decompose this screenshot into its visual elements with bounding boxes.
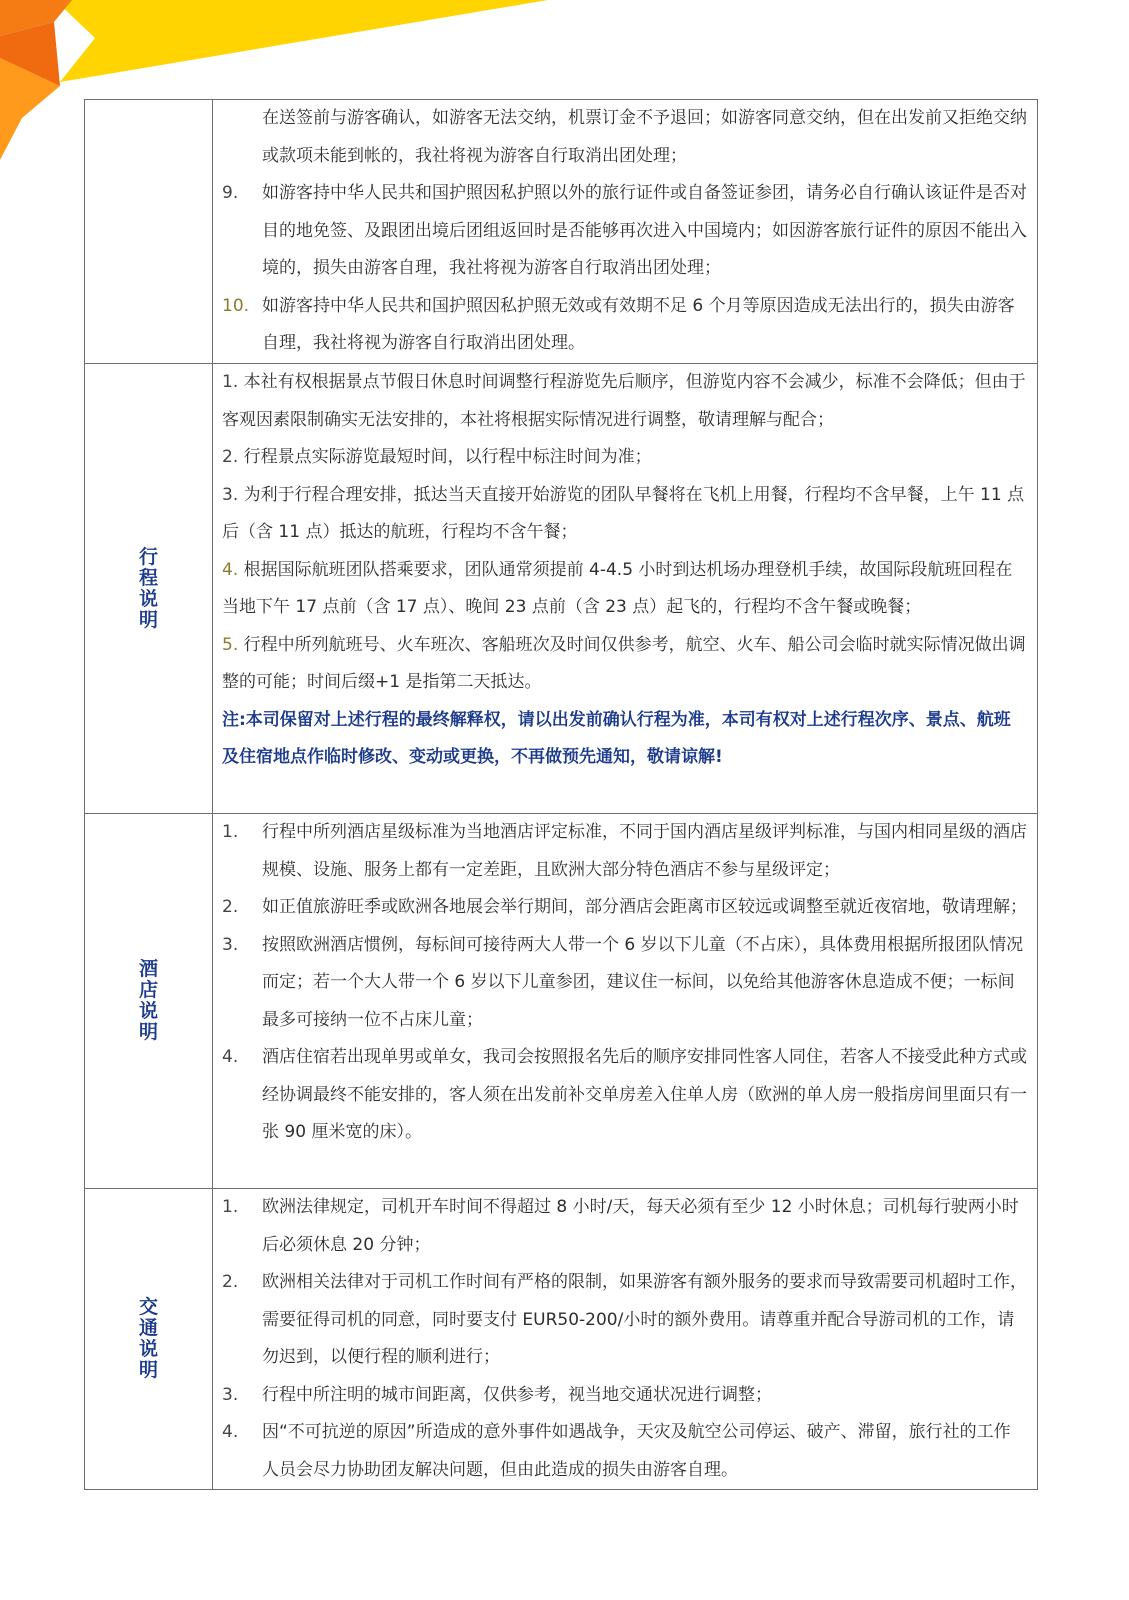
item-number: 10. [222, 295, 250, 316]
item-number: 4. [222, 1047, 239, 1067]
item-text: 在送签前与游客确认，如游客无法交纳，机票订金不予退回；如游客同意交纳，但在出发前又拒绝交纳或款项未能到帐的，我社将视为游客自行取消出团处理； [262, 108, 1027, 166]
item-number: 9. [222, 183, 239, 203]
item-number: 2. [222, 897, 239, 917]
item-number: 4. [222, 1422, 239, 1442]
section-label: 酒店说明 [138, 958, 158, 1043]
section-continued [85, 100, 1038, 364]
section-itinerary [85, 364, 1038, 814]
item-number: 4. [222, 559, 239, 580]
item-number: 1. [222, 822, 239, 842]
item-text: 酒店住宿若出现单男或单女，我司会按照报名先后的顺序安排同性客人同住，若客人不接受此种方式或经协调最终不能安排的，客人须在出发前补交单房差入住单人房（欧洲的单人房一般指房间里面只有一张 90 厘米宽的床）。 [262, 1047, 1027, 1142]
list-item [222, 288, 1027, 363]
item-text: 如正值旅游旺季或欧洲各地展会举行期间，部分酒店会距离市区较远或调整至就近夜宿地，敬请理解； [262, 897, 1027, 917]
section-content [213, 364, 1038, 814]
section-content [213, 100, 1038, 364]
section-content [213, 814, 1038, 1189]
list-item [222, 627, 1027, 702]
item-number: 2. [222, 447, 239, 467]
item-text: 行程中所列航班号、火车班次、客船班次及时间仅供参考，航空、火车、船公司会临时就实际情况做出调整的可能；时间后缀+1 是指第二天抵达。 [222, 634, 1026, 692]
yellow-stripe [55, 0, 548, 82]
item-text: 如游客持中华人民共和国护照因私护照以外的旅行证件或自备签证参团，请务必自行确认该证件是否对目的地免签、及跟团出境后团组返回时是否能够再次进入中国境内；如因游客旅行证件的原因不能出入境的，损失由游客自理，我社将视为游客自行取消出团处理； [262, 183, 1027, 278]
list-item [222, 1377, 1027, 1415]
list-item [222, 1264, 1027, 1377]
itinerary-note: 注:本司保留对上述行程的最终解释权，请以出发前确认行程为准，本司有权对上述行程次序、景点、航班及住宿地点作临时修改、变动或更换，不再做预先通知，敬请谅解! [222, 709, 1011, 767]
section-label-cell [85, 100, 213, 364]
list-item [222, 552, 1027, 627]
item-text: 行程中所列酒店星级标准为当地酒店评定标准，不同于国内酒店星级评判标准，与国内相同星级的酒店规模、设施、服务上都有一定差距，且欧洲大部分特色酒店不参与星级评定； [262, 822, 1027, 880]
list-item [222, 1039, 1027, 1152]
item-number: 3. [222, 1384, 239, 1405]
section-label-cell [85, 814, 213, 1189]
item-text: 本社有权根据景点节假日休息时间调整行程游览先后顺序，但游览内容不会减少，标准不会降低；但由于客观因素限制确实无法安排的，本社将根据实际情况进行调整，敬请理解与配合； [222, 372, 1026, 430]
item-number: 5. [222, 634, 239, 655]
item-number: 3. [222, 934, 239, 955]
item-number: 2. [222, 1272, 239, 1292]
section-label-cell [85, 1189, 213, 1490]
info-table [84, 99, 1038, 1490]
item-text: 欧洲法律规定，司机开车时间不得超过 8 小时/天，每天必须有至少 12 小时休息；司机每行驶两小时后必须休息 20 分钟； [262, 1197, 1019, 1255]
item-number: 1. [222, 372, 239, 392]
list-item [222, 1414, 1027, 1489]
list-item [222, 175, 1027, 288]
item-text: 如游客持中华人民共和国护照因私护照无效或有效期不足 6 个月等原因造成无法出行的，损失由游客自理，我社将视为游客自行取消出团处理。 [262, 295, 1015, 353]
list-item [222, 814, 1027, 889]
item-text: 欧洲相关法律对于司机工作时间有严格的限制，如果游客有额外服务的要求而导致需要司机超时工作，需要征得司机的同意，同时要支付 EUR50-200/小时的额外费用。请尊重并配合导游司机的工作，请勿迟到，以便行程的顺利进行； [262, 1272, 1027, 1367]
section-content [213, 1189, 1038, 1490]
section-label-cell [85, 364, 213, 814]
item-text: 按照欧洲酒店惯例，每标间可接待两大人带一个 6 岁以下儿童（不占床），具体费用根据所报团队情况而定；若一个大人带一个 6 岁以下儿童参团，建议住一标间，以免给其他游客休息造成不便；一标间最多可接纳一位不占床儿童； [262, 934, 1024, 1030]
item-number: 3. [222, 484, 239, 505]
list-item [222, 889, 1027, 927]
list-item [222, 364, 1027, 439]
list-item [222, 927, 1027, 1040]
section-label: 交通说明 [138, 1296, 158, 1381]
item-number: 1. [222, 1197, 239, 1217]
item-text: 行程中所注明的城市间距离，仅供参考，视当地交通状况进行调整； [262, 1384, 772, 1405]
section-transport [85, 1189, 1038, 1490]
list-item [222, 1189, 1027, 1264]
item-text: 因“不可抗逆的原因”所造成的意外事件如遇战争，天灾及航空公司停运、破产、滞留，旅行社的工作人员会尽力协助团友解决问题，但由此造成的损失由游客自理。 [262, 1422, 1011, 1480]
item-text: 行程景点实际游览最短时间，以行程中标注时间为准； [243, 447, 652, 467]
section-label: 行程说明 [138, 545, 158, 631]
list-item [222, 100, 1027, 175]
list-item [222, 439, 1027, 477]
list-item [222, 477, 1027, 552]
section-hotel [85, 814, 1038, 1189]
item-text: 为利于行程合理安排，抵达当天直接开始游览的团队早餐将在飞机上用餐，行程均不含早餐，上午 11 点后（含 11 点）抵达的航班，行程均不含午餐； [222, 484, 1025, 542]
item-text: 根据国际航班团队搭乘要求，团队通常须提前 4-4.5 小时到达机场办理登机手续，故国际段航班回程在当地下午 17 点前（含 17 点）、晚间 23 点前（含 23 点）起飞的，行程均不含午餐或晚餐； [222, 559, 1013, 617]
